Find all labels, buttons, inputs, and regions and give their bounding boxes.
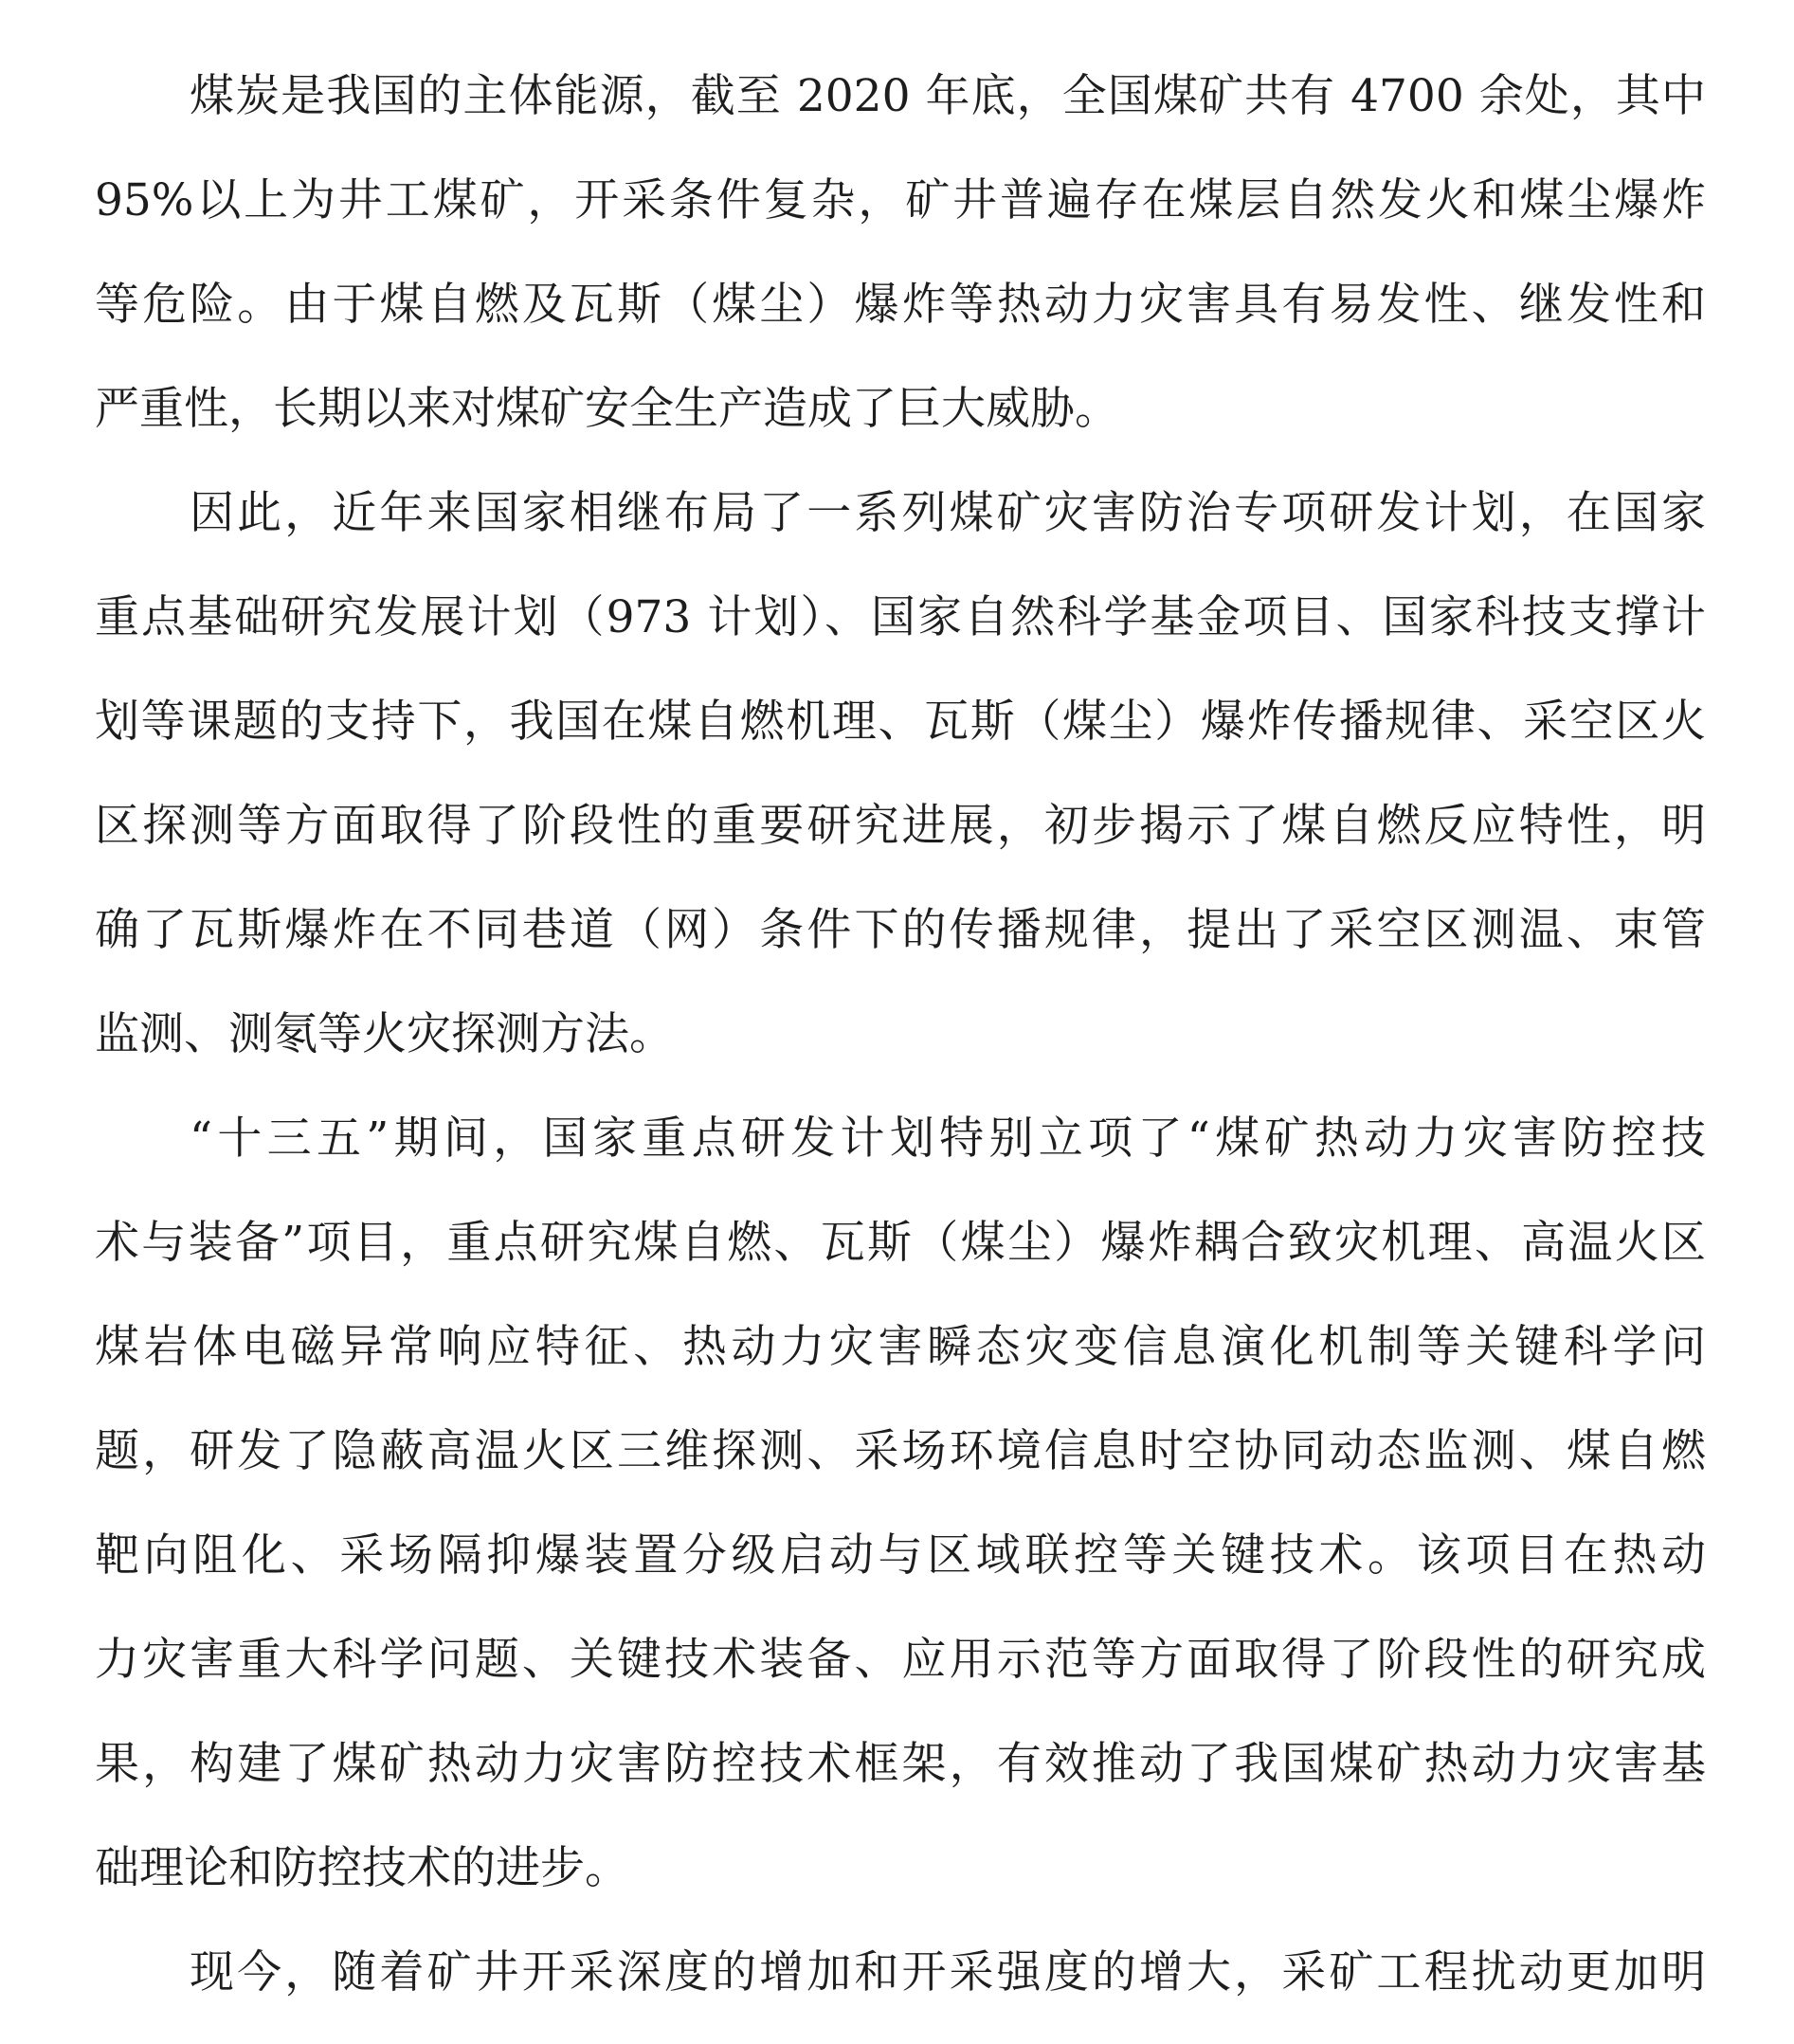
- text-line: 果，构建了煤矿热动力灾害防控技术框架，有效推动了我国煤矿热动力灾害基: [95, 1738, 1706, 1790]
- text-line: 重点基础研究发展计划（973 计划）、国家自然科学基金项目、国家科技支撑计: [95, 591, 1706, 643]
- text-line: 力灾害重大科学问题、关键技术装备、应用示范等方面取得了阶段性的研究成: [95, 1634, 1706, 1686]
- text-line: 靶向阻化、采场隔抑爆装置分级启动与区域联控等关键技术。该项目在热动: [95, 1529, 1706, 1582]
- text-line: 础理论和防控技术的进步。: [95, 1842, 629, 1894]
- text-line: 煤岩体电磁异常响应特征、热动力灾害瞬态灾变信息演化机制等关键科学问: [95, 1321, 1706, 1373]
- text-line: 等危险。由于煤自燃及瓦斯（煤尘）爆炸等热动力灾害具有易发性、继发性和: [95, 279, 1706, 331]
- text-line: 划等课题的支持下，我国在煤自燃机理、瓦斯（煤尘）爆炸传播规律、采空区火: [95, 696, 1706, 748]
- text-line: 题，研发了隐蔽高温火区三维探测、采场环境信息时空协同动态监测、煤自燃: [95, 1425, 1706, 1477]
- text-line: 现今，随着矿井开采深度的增加和开采强度的增大，采矿工程扰动更加明: [190, 1946, 1706, 1999]
- text-line: 确了瓦斯爆炸在不同巷道（网）条件下的传播规律，提出了采空区测温、束管: [95, 904, 1706, 956]
- text-line: 术与装备”项目，重点研究煤自燃、瓦斯（煤尘）爆炸耦合致灾机理、高温火区: [95, 1217, 1706, 1269]
- text-line: 因此，近年来国家相继布局了一系列煤矿灾害防治专项研发计划，在国家: [190, 487, 1706, 539]
- text-line: 监测、测氡等火灾探测方法。: [95, 1008, 674, 1060]
- text-line: 95%以上为井工煤矿，开采条件复杂，矿井普遍存在煤层自然发火和煤尘爆炸: [95, 174, 1706, 226]
- text-line: 严重性，长期以来对煤矿安全生产造成了巨大威胁。: [95, 383, 1119, 435]
- text-line: 煤炭是我国的主体能源，截至 2020 年底，全国煤矿共有 4700 余处，其中: [190, 70, 1706, 122]
- text-line: “十三五”期间，国家重点研发计划特别立项了“煤矿热动力灾害防控技: [190, 1112, 1706, 1165]
- text-line: 区探测等方面取得了阶段性的重要研究进展，初步揭示了煤自燃反应特性，明: [95, 800, 1706, 852]
